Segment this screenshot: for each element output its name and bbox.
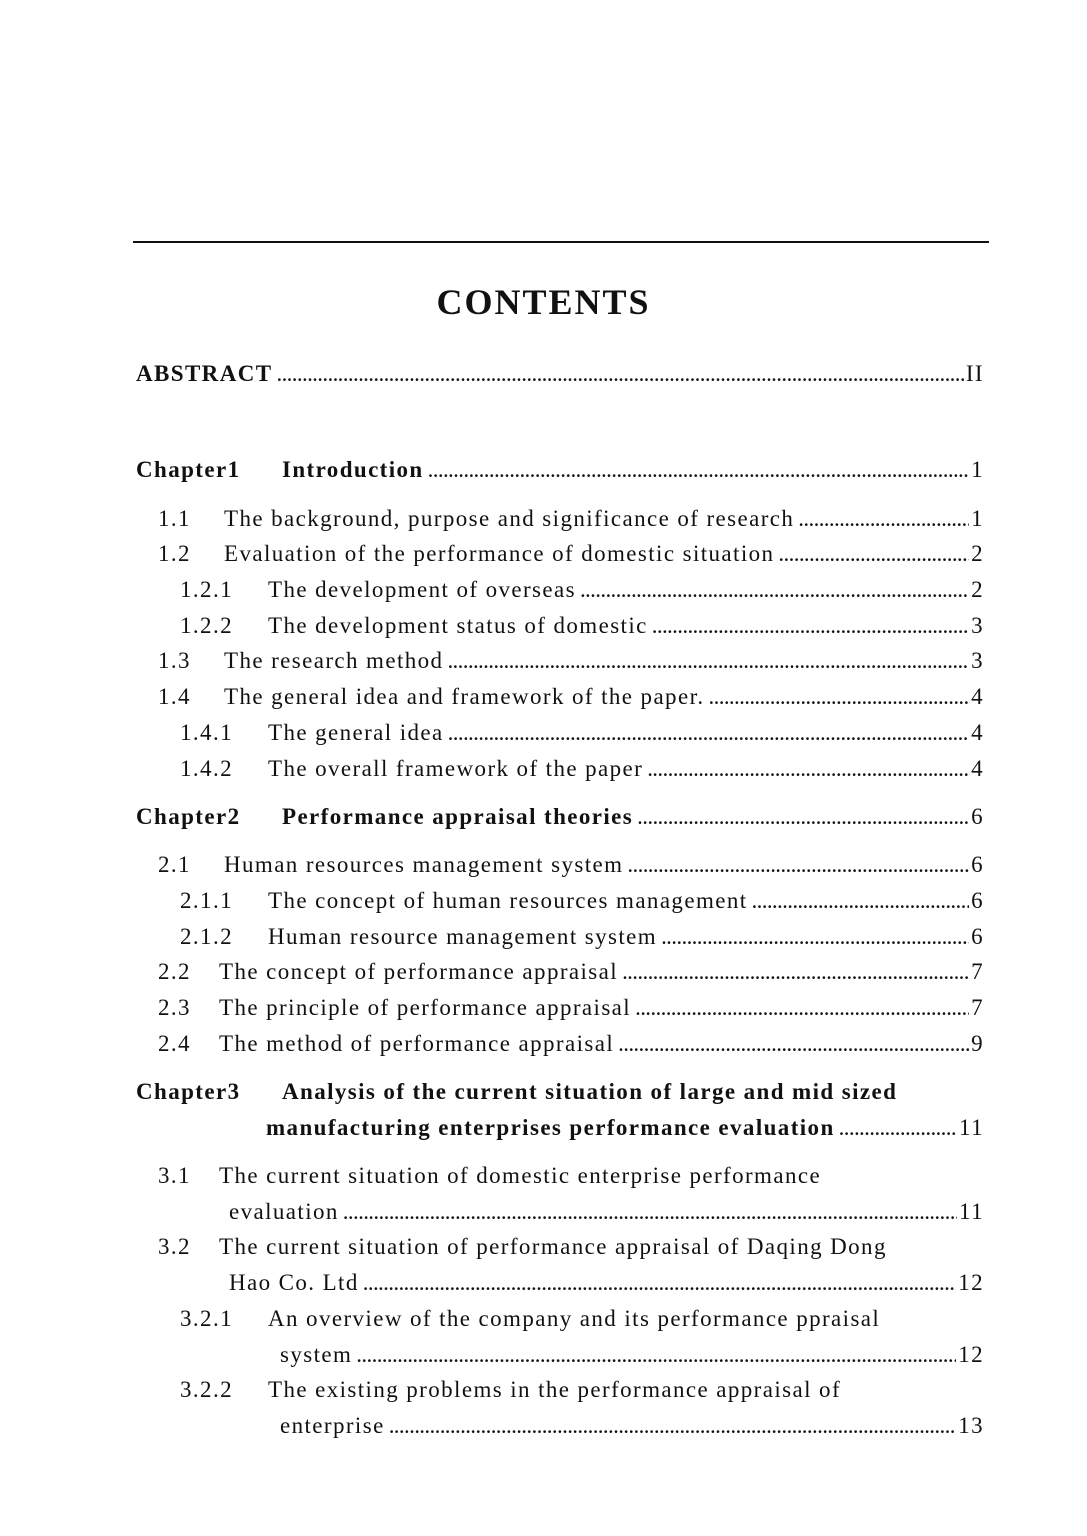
toc-title: The background, purpose and significance of research	[224, 501, 798, 537]
toc-title-line1: An overview of the company and its performance ppraisal	[268, 1306, 881, 1331]
chapter-number: Chapter3	[136, 1079, 241, 1104]
dot-leader	[709, 679, 970, 715]
toc-title-line2: evaluation	[229, 1194, 343, 1230]
section-number: 3.2	[158, 1234, 191, 1259]
toc-page: 1	[971, 506, 984, 531]
section-number: 2.4	[158, 1031, 191, 1056]
subsection-number: 3.2.2	[180, 1377, 233, 1402]
toc-page: II	[965, 361, 984, 386]
toc-title: Introduction	[282, 452, 428, 488]
dot-leader	[652, 608, 969, 644]
toc-title: The overall framework of the paper	[268, 751, 647, 787]
section-number: 2.3	[158, 995, 191, 1020]
toc-title: The concept of human resources management	[268, 883, 752, 919]
dot-leader	[448, 715, 969, 751]
subsection-number: 2.1.2	[180, 924, 233, 949]
toc-title: Performance appraisal theories	[282, 799, 637, 835]
toc-page: 2	[971, 541, 984, 566]
toc-title: The general idea	[268, 715, 448, 751]
toc-title: Evaluation of the performance of domestic situation	[224, 536, 778, 572]
toc-title: The principle of performance appraisal	[219, 990, 635, 1026]
toc-page: 4	[971, 756, 984, 781]
toc-title: The development of overseas	[268, 572, 580, 608]
dot-leader	[447, 643, 969, 679]
section-number: 1.2	[158, 541, 191, 566]
subsection-number: 1.4.2	[180, 756, 233, 781]
toc-page: 6	[971, 804, 984, 829]
toc-page: 3	[971, 648, 984, 673]
dot-leader	[622, 954, 969, 990]
toc-title-line2: manufacturing enterprises performance evaluation	[266, 1110, 839, 1146]
header-rule	[133, 241, 989, 243]
toc-title-line1: The current situation of domestic enterprise performance	[219, 1163, 822, 1188]
dot-leader	[798, 501, 969, 537]
toc-page: 3	[971, 613, 984, 638]
dot-leader	[580, 572, 969, 608]
toc-page: 6	[971, 924, 984, 949]
subsection-number: 1.2.2	[180, 613, 233, 638]
subsection-number: 1.2.1	[180, 577, 233, 602]
toc-page: 4	[971, 720, 984, 745]
dot-leader	[778, 536, 969, 572]
dot-leader	[647, 751, 969, 787]
toc-page: 9	[971, 1031, 984, 1056]
dot-leader	[752, 883, 970, 919]
toc-page: 1	[971, 457, 984, 482]
section-number: 3.1	[158, 1163, 191, 1188]
dot-leader	[389, 1408, 957, 1444]
toc-page: 6	[971, 888, 984, 913]
section-number: 2.1	[158, 852, 191, 877]
toc-page: 13	[958, 1413, 984, 1438]
dot-leader	[618, 1026, 969, 1062]
toc-title-line1: The current situation of performance appraisal of Daqing Dong	[219, 1234, 887, 1259]
toc-title: The development status of domestic	[268, 608, 652, 644]
dot-leader	[839, 1110, 957, 1146]
dot-leader	[356, 1337, 956, 1373]
toc-title: Human resource management system	[268, 919, 661, 955]
dot-leader	[635, 990, 969, 1026]
dot-leader	[661, 919, 969, 955]
toc-page: 12	[958, 1342, 984, 1367]
dot-leader	[627, 847, 969, 883]
toc-page: 11	[959, 1115, 984, 1140]
section-number: 2.2	[158, 959, 191, 984]
dot-leader	[343, 1194, 957, 1230]
section-number: 1.3	[158, 648, 191, 673]
chapter-number: Chapter2	[136, 804, 241, 829]
section-number: 1.1	[158, 506, 191, 531]
toc-page: 2	[971, 577, 984, 602]
toc-page: 6	[971, 852, 984, 877]
dot-leader	[363, 1265, 956, 1301]
toc-title-line2: system	[280, 1337, 356, 1373]
toc-page: 12	[958, 1270, 984, 1295]
toc-title: ABSTRACT	[136, 356, 276, 392]
toc-title-line1: The existing problems in the performance appraisal of	[268, 1377, 842, 1402]
toc-page: 11	[959, 1199, 984, 1224]
toc-page: 7	[971, 959, 984, 984]
subsection-number: 1.4.1	[180, 720, 233, 745]
subsection-number: 3.2.1	[180, 1306, 233, 1331]
toc-page: 7	[971, 995, 984, 1020]
toc-title: The method of performance appraisal	[219, 1026, 618, 1062]
section-number: 1.4	[158, 684, 191, 709]
toc-title: Human resources management system	[224, 847, 627, 883]
chapter-number: Chapter1	[136, 457, 241, 482]
toc-title: The concept of performance appraisal	[219, 954, 622, 990]
dot-leader	[637, 799, 969, 835]
toc-title-line1: Analysis of the current situation of large and mid sized	[282, 1079, 898, 1104]
toc-title-line2: enterprise	[280, 1408, 389, 1444]
subsection-number: 2.1.1	[180, 888, 233, 913]
toc-title: The research method	[224, 643, 447, 679]
toc-page: 4	[971, 684, 984, 709]
toc-title-line2: Hao Co. Ltd	[229, 1265, 363, 1301]
page-title: CONTENTS	[436, 282, 651, 322]
toc-title: The general idea and framework of the paper.	[224, 679, 709, 715]
dot-leader	[428, 452, 969, 488]
dot-leader	[276, 356, 963, 392]
